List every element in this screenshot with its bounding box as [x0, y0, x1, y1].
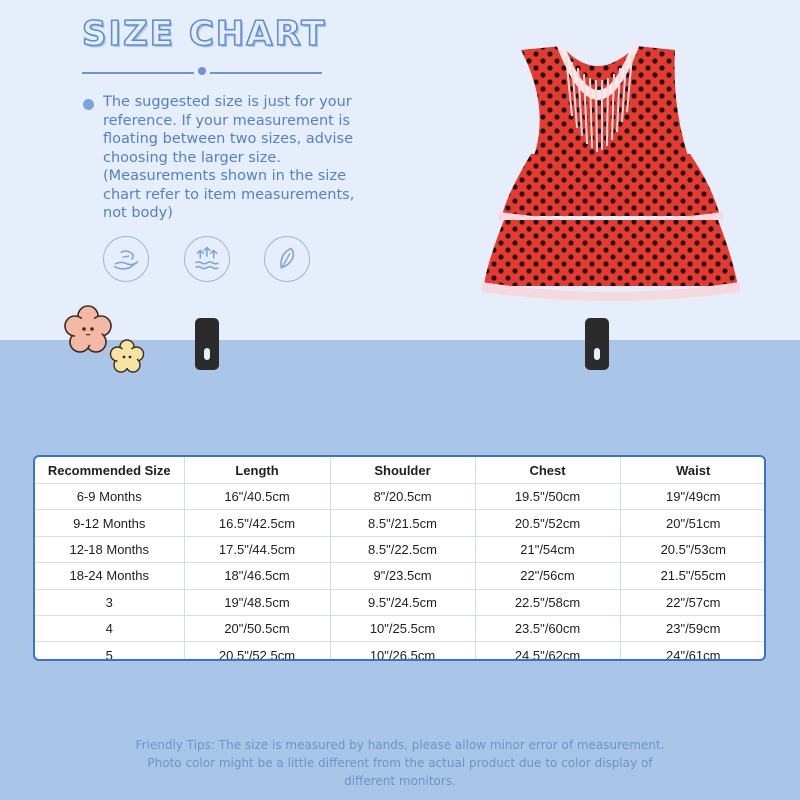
shoulder-cell: 10"/26.5cm	[330, 642, 475, 661]
length-cell: 20"/50.5cm	[184, 615, 330, 641]
size-cell: 12-18 Months	[35, 536, 184, 562]
shoulder-cell: 9"/23.5cm	[330, 563, 475, 589]
size-cell: 18-24 Months	[35, 563, 184, 589]
product-dress-image	[476, 36, 746, 308]
table-row	[35, 510, 766, 536]
size-cell: 3	[35, 589, 184, 615]
chest-cell: 22"/56cm	[475, 563, 620, 589]
header-recommended-size: Recommended Size	[35, 457, 184, 484]
header-length: Length	[184, 457, 330, 484]
size-cell: 4	[35, 615, 184, 641]
header-chest: Chest	[475, 457, 620, 484]
chest-cell: 24.5"/62cm	[475, 642, 620, 661]
size-cell: 6-9 Months	[35, 484, 184, 510]
flower-decoration	[55, 305, 165, 385]
table-row	[35, 615, 766, 641]
table-row	[35, 484, 766, 510]
bullet-dot	[83, 99, 94, 110]
chest-cell: 19.5"/50cm	[475, 484, 620, 510]
waist-cell: 20"/51cm	[620, 510, 766, 536]
breathable-icon	[184, 236, 230, 282]
length-cell: 20.5"/52.5cm	[184, 642, 330, 661]
title-underline-left	[82, 72, 194, 74]
waist-cell: 22"/57cm	[620, 589, 766, 615]
friendly-tips: Friendly Tips: The size is measured by hands, please allow minor error of measurement. Photo color might be a little different from the actual product due to color display of different monitors.	[135, 738, 665, 788]
chest-cell: 21"/54cm	[475, 536, 620, 562]
length-cell: 18"/46.5cm	[184, 563, 330, 589]
size-cell: 9-12 Months	[35, 510, 184, 536]
hand-soft-icon	[103, 236, 149, 282]
shoulder-cell: 9.5"/24.5cm	[330, 589, 475, 615]
shoulder-cell: 10"/25.5cm	[330, 615, 475, 641]
size-cell: 5	[35, 642, 184, 661]
length-cell: 16.5"/42.5cm	[184, 510, 330, 536]
chest-cell: 22.5"/58cm	[475, 589, 620, 615]
shoulder-cell: 8"/20.5cm	[330, 484, 475, 510]
waist-cell: 24"/61cm	[620, 642, 766, 661]
chest-cell: 20.5"/52cm	[475, 510, 620, 536]
table-row	[35, 589, 766, 615]
page-title: SIZE CHART	[82, 14, 327, 54]
length-cell: 19"/48.5cm	[184, 589, 330, 615]
table-row	[35, 642, 766, 661]
title-underline-right	[210, 72, 322, 74]
table-header-row	[35, 457, 766, 484]
feather-icon	[264, 236, 310, 282]
chest-cell: 23.5"/60cm	[475, 615, 620, 641]
waist-cell: 19"/49cm	[620, 484, 766, 510]
binder-clip-left	[195, 318, 219, 370]
binder-clip-right	[585, 318, 609, 370]
waist-cell: 20.5"/53cm	[620, 536, 766, 562]
size-chart-table	[33, 455, 766, 661]
size-advice-note: The suggested size is just for your reference. If your measurement is floating between two sizes, advise choosing the larger size. (Measurements shown in the size chart refer to item measurements, not body)	[103, 94, 355, 221]
table-row	[35, 563, 766, 589]
length-cell: 16"/40.5cm	[184, 484, 330, 510]
shoulder-cell: 8.5"/21.5cm	[330, 510, 475, 536]
table-row	[35, 536, 766, 562]
title-underline-dot	[198, 67, 206, 75]
waist-cell: 21.5"/55cm	[620, 563, 766, 589]
waist-cell: 23"/59cm	[620, 615, 766, 641]
header-shoulder: Shoulder	[330, 457, 475, 484]
shoulder-cell: 8.5"/22.5cm	[330, 536, 475, 562]
header-waist: Waist	[620, 457, 766, 484]
length-cell: 17.5"/44.5cm	[184, 536, 330, 562]
